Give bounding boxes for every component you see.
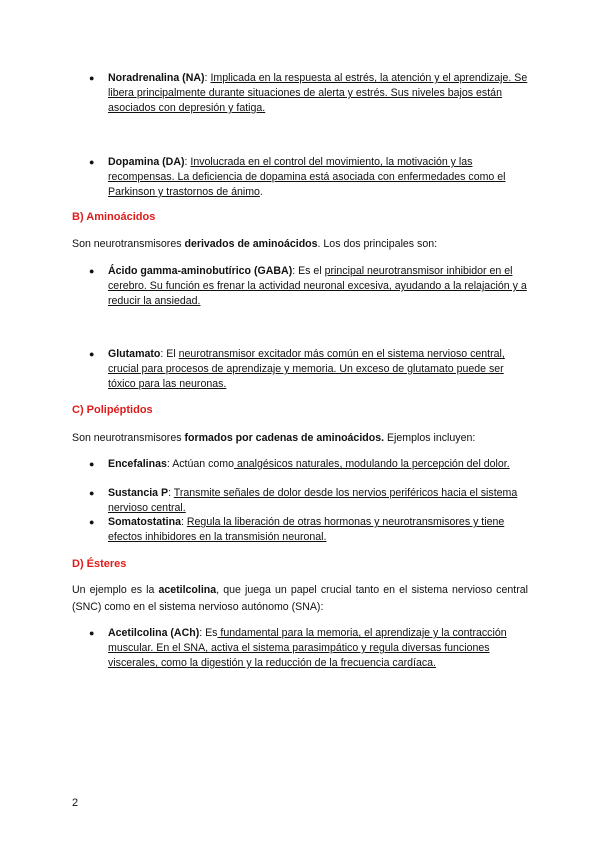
term-description: Involucrada en el control del movimiento, la motivación y las recompensas. La deficiencia de dopamina está asociada con enfermedades como el Parkinson y trastornos de ánimo bbox=[108, 156, 506, 198]
term-label: Dopamina (DA) bbox=[108, 156, 185, 168]
term-label: Somatostatina bbox=[108, 516, 181, 528]
section-intro-b: Son neurotransmisores derivados de aminoácidos. Los dos principales son: bbox=[72, 238, 438, 250]
bullet-icon: ● bbox=[89, 266, 95, 276]
bullet-icon: ● bbox=[89, 628, 95, 638]
term-description: fundamental para la memoria, el aprendizaje y la contracción muscular. En el SNA, activa el sistema parasimpático y regula diversas funciones viscerales, como la digestión y la reducción de la frecuencia cardíaca. bbox=[108, 627, 507, 669]
section-intro-d: Un ejemplo es la acetilcolina, que juega un papel crucial tanto en el sistema nervioso central (SNC) como en el sistema nervioso autónomo (SNA): bbox=[72, 584, 528, 613]
bullet-icon: ● bbox=[89, 157, 95, 167]
list-item-somatostatina: Somatostatina: Regula la liberación de otras hormonas y neurotransmisores y tiene efectos inhibidores en la transmisión neuronal. bbox=[108, 516, 505, 543]
term-label: Acetilcolina (ACh) bbox=[108, 627, 200, 639]
list-item-encefalinas: Encefalinas: Actúan como analgésicos naturales, modulando la percepción del dolor. bbox=[108, 458, 510, 470]
bullet-icon: ● bbox=[89, 459, 95, 469]
list-item-glutamato: Glutamato: El neurotransmisor excitador más común en el sistema nervioso central, crucial para procesos de aprendizaje y memoria. Un exceso de glutamato puede ser tóxico para las neuronas. bbox=[108, 348, 505, 390]
section-heading-c: C) Polipéptidos bbox=[72, 404, 153, 416]
section-intro-c: Son neurotransmisores formados por cadenas de aminoácidos. Ejemplos incluyen: bbox=[72, 432, 476, 444]
term-label: Sustancia P bbox=[108, 487, 169, 499]
term-description: Implicada en la respuesta al estrés, la atención y el aprendizaje. Se libera principalmente durante situaciones de alerta y estrés. Sus niveles bajos están asociados con depresión y fatiga. bbox=[108, 72, 528, 114]
bullet-icon: ● bbox=[89, 349, 95, 359]
term-label: Noradrenalina (NA) bbox=[108, 72, 205, 84]
term-description: Regula la liberación de otras hormonas y neurotransmisores y tiene efectos inhibidores en la transmisión neuronal. bbox=[108, 516, 505, 543]
list-item-noradrenalina: Noradrenalina (NA): Implicada en la respuesta al estrés, la atención y el aprendizaje. Se libera principalmente durante situaciones de alerta y estrés. Sus niveles bajos están asociados con depresión y fatiga. bbox=[108, 72, 528, 114]
list-item-sustancia-p: Sustancia P: Transmite señales de dolor desde los nervios periféricos hacia el sistema nervioso central. bbox=[108, 487, 518, 514]
term-description: principal neurotransmisor inhibidor en el cerebro. Su función es frenar la actividad neuronal excesiva, ayudando a la relajación y a reducir la ansiedad. bbox=[108, 265, 527, 307]
term-description: Transmite señales de dolor desde los nervios periféricos hacia el sistema nervioso central. bbox=[108, 487, 518, 514]
list-item-dopamina: Dopamina (DA): Involucrada en el control del movimiento, la motivación y las recompensas. La deficiencia de dopamina está asociada con enfermedades como el Parkinson y trastornos de ánimo. bbox=[108, 156, 506, 198]
term-description: neurotransmisor excitador más común en el sistema nervioso central, crucial para procesos de aprendizaje y memoria. Un exceso de glutamato puede ser tóxico para las neuronas. bbox=[108, 348, 505, 390]
bullet-icon: ● bbox=[89, 73, 95, 83]
section-heading-b: B) Aminoácidos bbox=[72, 211, 156, 223]
page-number: 2 bbox=[72, 797, 79, 809]
bullet-icon: ● bbox=[89, 517, 95, 527]
term-label: Ácido gamma-aminobutírico (GABA) bbox=[108, 265, 293, 277]
section-heading-d: D) Ésteres bbox=[72, 558, 127, 570]
list-item-gaba: Ácido gamma-aminobutírico (GABA): Es el principal neurotransmisor inhibidor en el cerebro. Su función es frenar la actividad neuronal excesiva, ayudando a la relajación y a reducir la ansiedad. bbox=[108, 265, 527, 307]
list-item-acetilcolina: Acetilcolina (ACh): Es fundamental para la memoria, el aprendizaje y la contracción muscular. En el SNA, activa el sistema parasimpático y regula diversas funciones viscerales, como la digestión y la reducción de la frecuencia cardíaca. bbox=[108, 627, 507, 669]
term-label: Encefalinas bbox=[108, 458, 167, 470]
term-description: analgésicos naturales, modulando la percepción del dolor. bbox=[234, 458, 510, 470]
term-label: Glutamato bbox=[108, 348, 161, 360]
bullet-icon: ● bbox=[89, 488, 95, 498]
